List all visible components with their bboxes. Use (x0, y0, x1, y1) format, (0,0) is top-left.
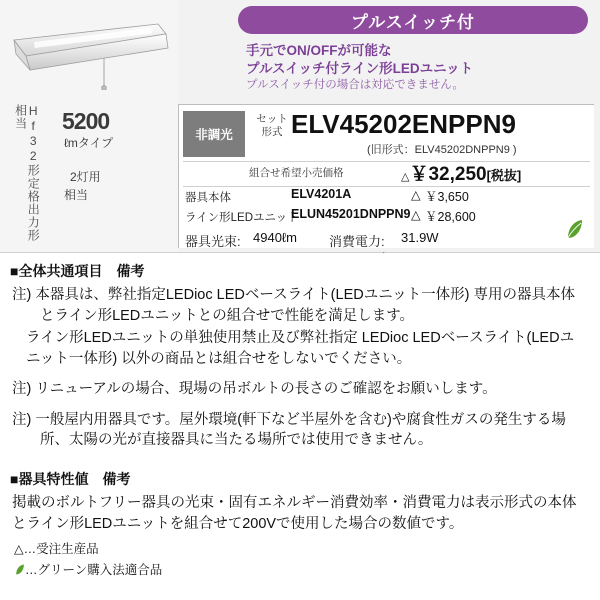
common-note-4-text: 注) 一般屋内用器具です。屋外環境(軒下など半屋外を含む)や腐食性ガスの発生する場所、太陽の光が直接器具に当たる場所では使用できません。 (12, 411, 566, 449)
body-label: 器具本体 (185, 192, 231, 204)
price-label: 組合せ希望小売価格 (249, 167, 344, 179)
lead-line-1: 手元でON/OFFが可能な (246, 43, 392, 58)
pull-switch-banner: プルスイッチ付 (238, 6, 588, 34)
dimming-badge: 非調光 (183, 111, 245, 157)
equivalent-label: 相当 (64, 188, 89, 202)
flux-value: 4940ℓm (253, 230, 297, 245)
product-header-panel (0, 0, 600, 253)
lead-copy (246, 42, 594, 94)
feature-section-title: ■器具特性値 備考 (10, 471, 131, 488)
made-to-order-mark-set: △ (401, 171, 410, 183)
spec-table (178, 104, 594, 248)
common-note-4 (12, 410, 588, 451)
common-section-title: ■全体共通項目 備考 (10, 263, 145, 279)
body-model: ELV4201A (291, 187, 352, 201)
lamp-count: 2灯用 (70, 170, 101, 184)
lumen-value: 5200 (62, 108, 110, 134)
led-unit-model: ELUN45201DNPPN9 (291, 207, 411, 221)
lead-line-3: プルスイッチ付の場合は対応できません。 (246, 79, 464, 92)
common-note-1-text: 注) 本器具は、弊社指定LEDioc LEDベースライト(LEDユニット一体形) 専用の器具本体とライン形LEDユニットとの組合せで性能を満足します。 (12, 287, 575, 324)
model-number: ELV45202ENPPN9 (291, 109, 516, 139)
set-type-label-line1: セット (256, 113, 288, 125)
led-unit-label: ライン形LEDユニット (185, 212, 299, 224)
footnote-triangle-text: …受注生産品 (23, 542, 99, 557)
price-amount: ￥32,250 (409, 164, 487, 185)
hf-vertical-text: Hf32形定格出力形相当 (13, 104, 41, 242)
product-image (0, 0, 178, 252)
green-leaf-icon (564, 218, 584, 240)
price-tax-note: [税抜] (486, 168, 522, 183)
led-unit-price: ￥28,600 (425, 210, 476, 224)
leaf-icon-small (14, 563, 25, 576)
common-note-3-text: 注) リニューアルの場合、現場の吊ボルトの長さのご確認をお願いします。 (12, 381, 497, 398)
hf-equivalent-label (14, 104, 58, 244)
price-divider (183, 161, 590, 187)
common-note-2 (12, 328, 588, 369)
common-note-1 (12, 285, 588, 326)
footnote-made-to-order (14, 540, 600, 559)
set-type-label (249, 113, 295, 139)
led-unit-price-mark: △ (411, 208, 421, 222)
footnote-triangle-mark: △ (14, 542, 24, 557)
notes-body (0, 253, 600, 600)
price-value (401, 159, 521, 186)
old-model-number: (旧形式：ELV45202DNPPN9 ) (367, 144, 517, 156)
set-type-label-line2: 形式 (261, 126, 283, 139)
flux-label: 器具光束: (185, 234, 241, 249)
feature-note-text: 掲載のボルトフリー器具の光束・固有エネルギー消費効率・消費電力は表示形式の本体とライン形LEDユニットを組合せて200Vで使用した場合の数値です。 (12, 495, 577, 532)
power-label: 消費電力: (329, 234, 385, 249)
footnote-green-purchasing (14, 561, 600, 580)
lead-line-2: プルスイッチ付ライン形LEDユニット (246, 61, 474, 77)
body-price-mark: △ (411, 188, 421, 202)
luminaire-illustration (8, 18, 170, 90)
common-note-2-text: ライン形LEDユニットの単独使用禁止及び弊社指定 LEDioc LEDベースライト(LEDユニット一体形) 以外の商品とは組合せをしないでください。 (26, 330, 575, 367)
common-note-3 (12, 379, 588, 400)
power-value: 31.9W (401, 230, 439, 245)
body-price: ￥3,650 (425, 190, 469, 204)
lumen-unit: ℓmタイプ (64, 136, 114, 150)
footnote-leaf-text: …グリーン購入法適合品 (25, 562, 163, 577)
